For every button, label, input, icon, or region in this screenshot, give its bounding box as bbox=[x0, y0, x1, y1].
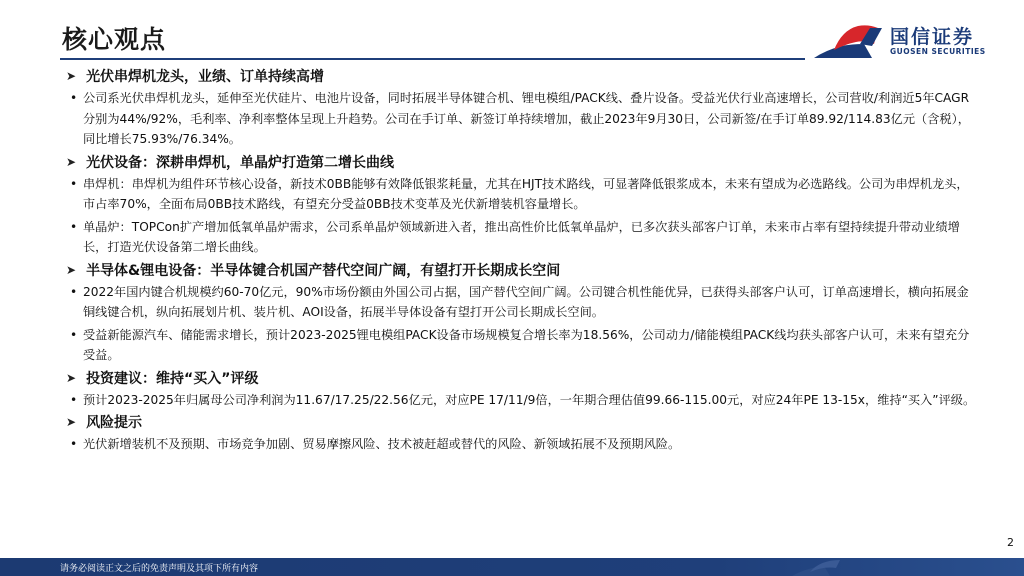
header-divider bbox=[60, 58, 805, 60]
chevron-right-icon: ➤ bbox=[66, 262, 77, 277]
list-item: • 串焊机：串焊机为组件环节核心设备，新技术0BB能够有效降低银浆耗量，尤其在HJT技术路线，可显著降低银浆成本，未来有望成为必选路线。公司为串焊机龙头，市占率70%，全面布局0BB技术路线，有望充分受益0BB技术变革及光伏新增装机容量增长。 bbox=[66, 174, 976, 215]
bullet-icon: • bbox=[70, 91, 78, 105]
bullet-icon: • bbox=[70, 327, 78, 342]
section-3 bbox=[66, 258, 976, 366]
section-5 bbox=[66, 410, 976, 455]
page-title: 核心观点 bbox=[62, 25, 167, 54]
list-item: • 2022年国内键合机规模约60-70亿元，90%市场份额由外国公司占据，国产替代空间广阔。公司键合机性能优异，已获得头部客户认可，订单高速增长，横向拓展金铜线键合机，纵向拓展划片机、装片机、AOI设备，拓展半导体设备有望打开公司长期成长空间。 bbox=[66, 282, 976, 323]
chevron-right-icon: ➤ bbox=[66, 154, 77, 169]
section-2 bbox=[66, 150, 976, 258]
chevron-right-icon: ➤ bbox=[66, 69, 77, 83]
company-logo bbox=[812, 20, 1012, 64]
section-4 bbox=[66, 366, 976, 411]
bullet-icon: • bbox=[70, 392, 78, 407]
list-item: • 公司系光伏串焊机龙头，延伸至光伏硅片、电池片设备，同时拓展半导体键合机、锂电模组/PACK线、叠片设备。受益光伏行业高速增长，公司营收/利润近5年CAGR分别为44%/92%，毛利率、净利率整体呈现上升趋势。公司在手订单、新签订单持续增加，截止2023年9月30日，公司新签/在手订单89.92/114.83亿元（含税），同比增长75.93%/76.34%。 bbox=[66, 88, 976, 150]
list-item: • 光伏新增装机不及预期、市场竞争加剧、贸易摩擦风险、技术被赶超或替代的风险、新领域拓展不及预期风险。 bbox=[66, 434, 976, 455]
logo-name-en: GUOSEN SECURITIES bbox=[890, 47, 986, 56]
section-heading: ➤ 风险提示 bbox=[66, 415, 143, 431]
section-heading: ➤ 光伏设备：深耕串焊机，单晶炉打造第二增长曲线 bbox=[66, 154, 395, 171]
bullet-icon: • bbox=[70, 437, 78, 451]
footer-logo-watermark-icon bbox=[790, 558, 850, 576]
list-item: • 预计2023-2025年归属母公司净利润为11.67/17.25/22.56亿元，对应PE 17/11/9倍，一年期合理估值99.66-115.00元，对应24年PE 13-15x，维持“买入”评级。 bbox=[66, 390, 976, 411]
logo-mark-icon bbox=[812, 20, 886, 60]
section-heading: ➤ 投资建议：维持“买入”评级 bbox=[66, 370, 259, 387]
chevron-right-icon: ➤ bbox=[66, 370, 77, 385]
bullet-icon: • bbox=[70, 219, 78, 234]
section-1 bbox=[66, 64, 976, 150]
logo-name-cn: 国信证券 bbox=[890, 26, 975, 48]
page-number: 2 bbox=[1007, 536, 1014, 549]
chevron-right-icon: ➤ bbox=[66, 415, 77, 429]
section-heading: ➤ 光伏串焊机龙头，业绩、订单持续高增 bbox=[66, 69, 325, 85]
section-heading: ➤ 半导体&锂电设备：半导体键合机国产替代空间广阔，有望打开长期成长空间 bbox=[66, 262, 561, 279]
content-body bbox=[66, 64, 976, 455]
list-item: • 单晶炉：TOPCon扩产增加低氧单晶炉需求，公司系单晶炉领域新进入者，推出高性价比低氧单晶炉，已多次获头部客户订单，未来市占率有望持续提升带动业绩增长，打造光伏设备第二增长曲线。 bbox=[66, 217, 976, 258]
list-item: • 受益新能源汽车、储能需求增长，预计2023-2025锂电模组PACK设备市场规模复合增长率为18.56%，公司动力/储能模组PACK线均获头部客户认可，未来有望充分受益。 bbox=[66, 325, 976, 366]
bullet-icon: • bbox=[70, 284, 78, 299]
bullet-icon: • bbox=[70, 176, 78, 191]
footer-disclaimer: 请务必阅读正文之后的免责声明及其项下所有内容 bbox=[60, 564, 259, 574]
